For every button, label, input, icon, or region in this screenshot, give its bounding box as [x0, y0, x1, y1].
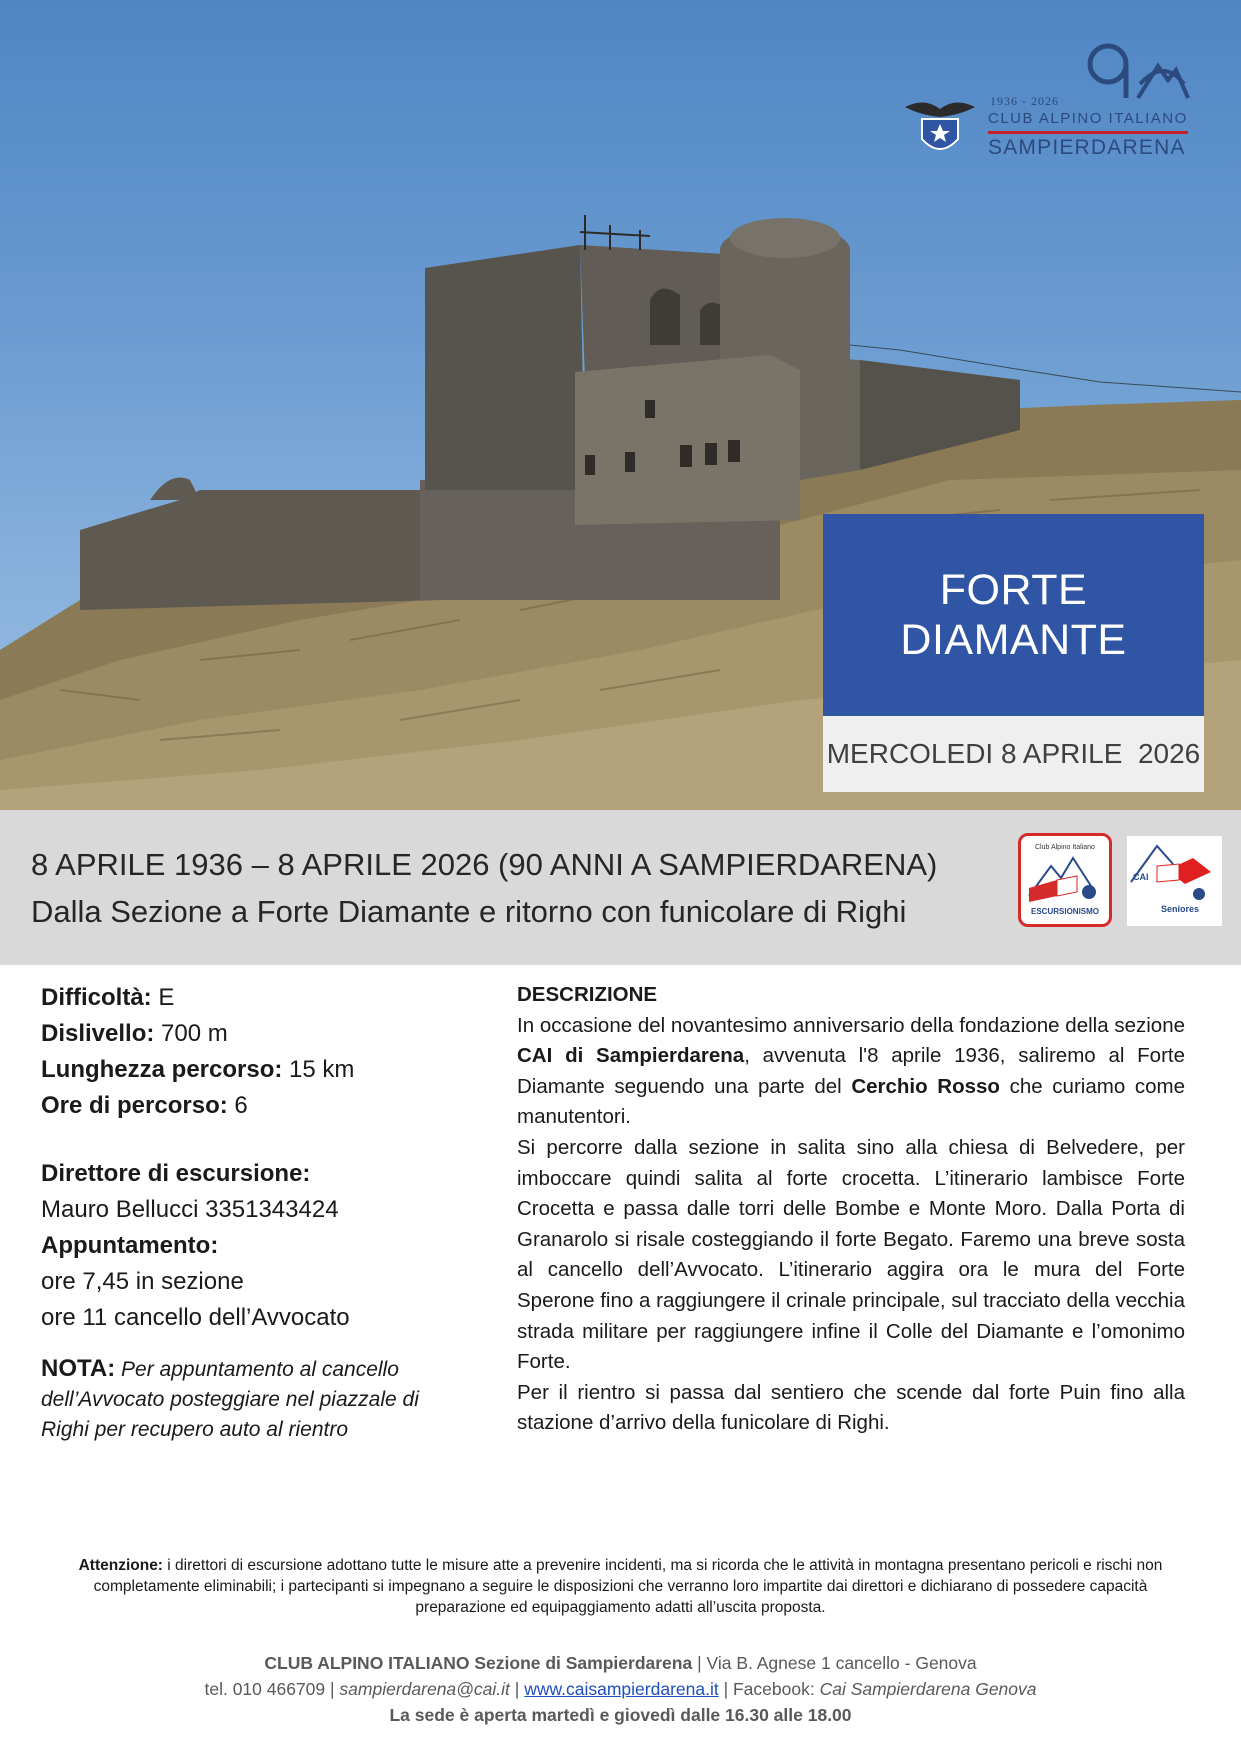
- route-subtitle: Dalla Sezione a Forte Diamante e ritorno con funicolare di Righi: [31, 894, 907, 929]
- meeting-label: Appuntamento:: [41, 1232, 219, 1259]
- event-date: MERCOLEDI 8 APRILE 2026: [826, 738, 1201, 769]
- description-paragraph-1: In occasione del novantesimo anniversario della fondazione della sezione CAI di Sampierdarena, avvenuta l'8 aprile 1936, saliremo al Forte Diamante seguendo una parte del Cerchio Rosso che curiamo come manutentori.: [517, 1013, 1186, 1129]
- anniversary-headline: 8 APRILE 1936 – 8 APRILE 2026 (90 ANNI A SAMPIERDARENA): [31, 847, 938, 882]
- notice-label: Attenzione:: [78, 1557, 163, 1574]
- title-line-2: DIAMANTE: [900, 616, 1127, 664]
- note-text: Per appuntamento al cancello dell’Avvocato posteggiare nel piazzale di Righi per recupero auto al rientro: [41, 1358, 419, 1441]
- address: | Via B. Agnese 1 cancello - Genova: [692, 1653, 977, 1673]
- meeting-time-2: ore 11 cancello dell’Avvocato: [41, 1304, 350, 1331]
- contact-line: tel. 010 466709 | sampierdarena@cai.it | www.caisampierdarena.it | Facebook: Cai Sampierdarena Genova: [204, 1679, 1037, 1699]
- event-date-box: [823, 716, 1204, 792]
- length-row: Lunghezza percorso: 15 km: [41, 1056, 355, 1083]
- note: [41, 1354, 471, 1445]
- cai-eagle-emblem-icon: [900, 93, 980, 163]
- phone: tel. 010 466709 |: [204, 1679, 340, 1699]
- event-title-box: [823, 514, 1204, 716]
- excursion-details: [41, 980, 471, 1445]
- description-heading: DESCRIZIONE: [517, 983, 658, 1006]
- note-label: NOTA:: [41, 1355, 116, 1382]
- director-label: Direttore di escursione:: [41, 1160, 311, 1187]
- badge2-top-text: CAI: [1133, 872, 1149, 882]
- duration-row: Ore di percorso: 6: [41, 1092, 248, 1119]
- badge1-bottom-text: ESCURSIONISMO: [1031, 907, 1100, 916]
- logo-90-mark: [1080, 38, 1190, 108]
- elevation-row: Dislivello: 700 m: [41, 1020, 228, 1047]
- logo-red-divider: [988, 131, 1188, 134]
- difficulty-value: E: [151, 984, 175, 1011]
- description-section: [517, 980, 1185, 1439]
- length-value: 15 km: [282, 1056, 355, 1083]
- contact-footer: [60, 1650, 1181, 1728]
- address-line: [60, 1650, 1181, 1676]
- facebook-link[interactable]: Cai Sampierdarena Genova: [819, 1679, 1037, 1699]
- gruppo-escursionismo-logo: [1018, 833, 1112, 927]
- badge1-top-text: Club Alpino Italiano: [1035, 844, 1095, 851]
- opening-hours: La sede è aperta martedì e giovedì dalle 16.30 alle 18.00: [389, 1705, 852, 1725]
- logo-club-name: CLUB ALPINO ITALIANO: [988, 110, 1188, 127]
- website-link[interactable]: www.caisampierdarena.it: [524, 1679, 719, 1699]
- notice-text: i direttori di escursione adottano tutte le misure atte a prevenire incidenti, ma si ricorda che le attività in montagna presentano pericoli e rischi non completamente eliminabili; i partecipanti si impegnano a seguire le disposizioni che verranno loro impartite dai direttori e dichiarano di possedere capacità preparazione ed equipaggiamento adatti all’uscita proposta.: [93, 1557, 1163, 1616]
- duration-value: 6: [227, 1092, 248, 1119]
- safety-notice: [60, 1555, 1181, 1618]
- logo-years: 1936 - 2026: [990, 94, 1059, 108]
- director-value: Mauro Bellucci 3351343424: [41, 1196, 339, 1223]
- email-link[interactable]: sampierdarena@cai.it: [339, 1679, 510, 1699]
- difficulty-row: Difficoltà: E: [41, 984, 175, 1011]
- org-name: CLUB ALPINO ITALIANO Sezione di Sampierdarena: [264, 1653, 693, 1673]
- headline-band: [0, 810, 1241, 965]
- logo-city: SAMPIERDARENA: [988, 136, 1186, 159]
- description-paragraph-2: Si percorre dalla sezione in salita sino alla chiesa di Belvedere, per imboccare quindi salita al forte crocetta. L’itinerario lambisce Forte Crocetta e passa dalle torri delle Bombe e Monte Moro. Dalla Porta di Granarolo si risale costeggiando il forte Begato. Faremo una breve sosta al cancello dell’Avvocato. L’itinerario aggira ora le mura del Forte Sperone fino a raggiungere il crinale principale, sul tracciato della vecchia strada militare per raggiungere infine il Colle del Diamante e l’omonimo Forte.: [517, 1135, 1185, 1374]
- description-paragraph-3: Per il rientro si passa dal sentiero che scende dal forte Puin fino alla stazione d’arrivo della funicolare di Righi.: [517, 1380, 1185, 1435]
- elevation-value: 700 m: [154, 1020, 228, 1047]
- hero-photo: [0, 0, 1241, 810]
- seniores-escursionismo-logo: [1127, 836, 1222, 926]
- cai-90-logo: [900, 38, 1200, 163]
- title-line-1: FORTE: [939, 566, 1088, 614]
- meeting-time-1: ore 7,45 in sezione: [41, 1268, 244, 1295]
- badge2-bottom-text: Seniores: [1161, 904, 1200, 914]
